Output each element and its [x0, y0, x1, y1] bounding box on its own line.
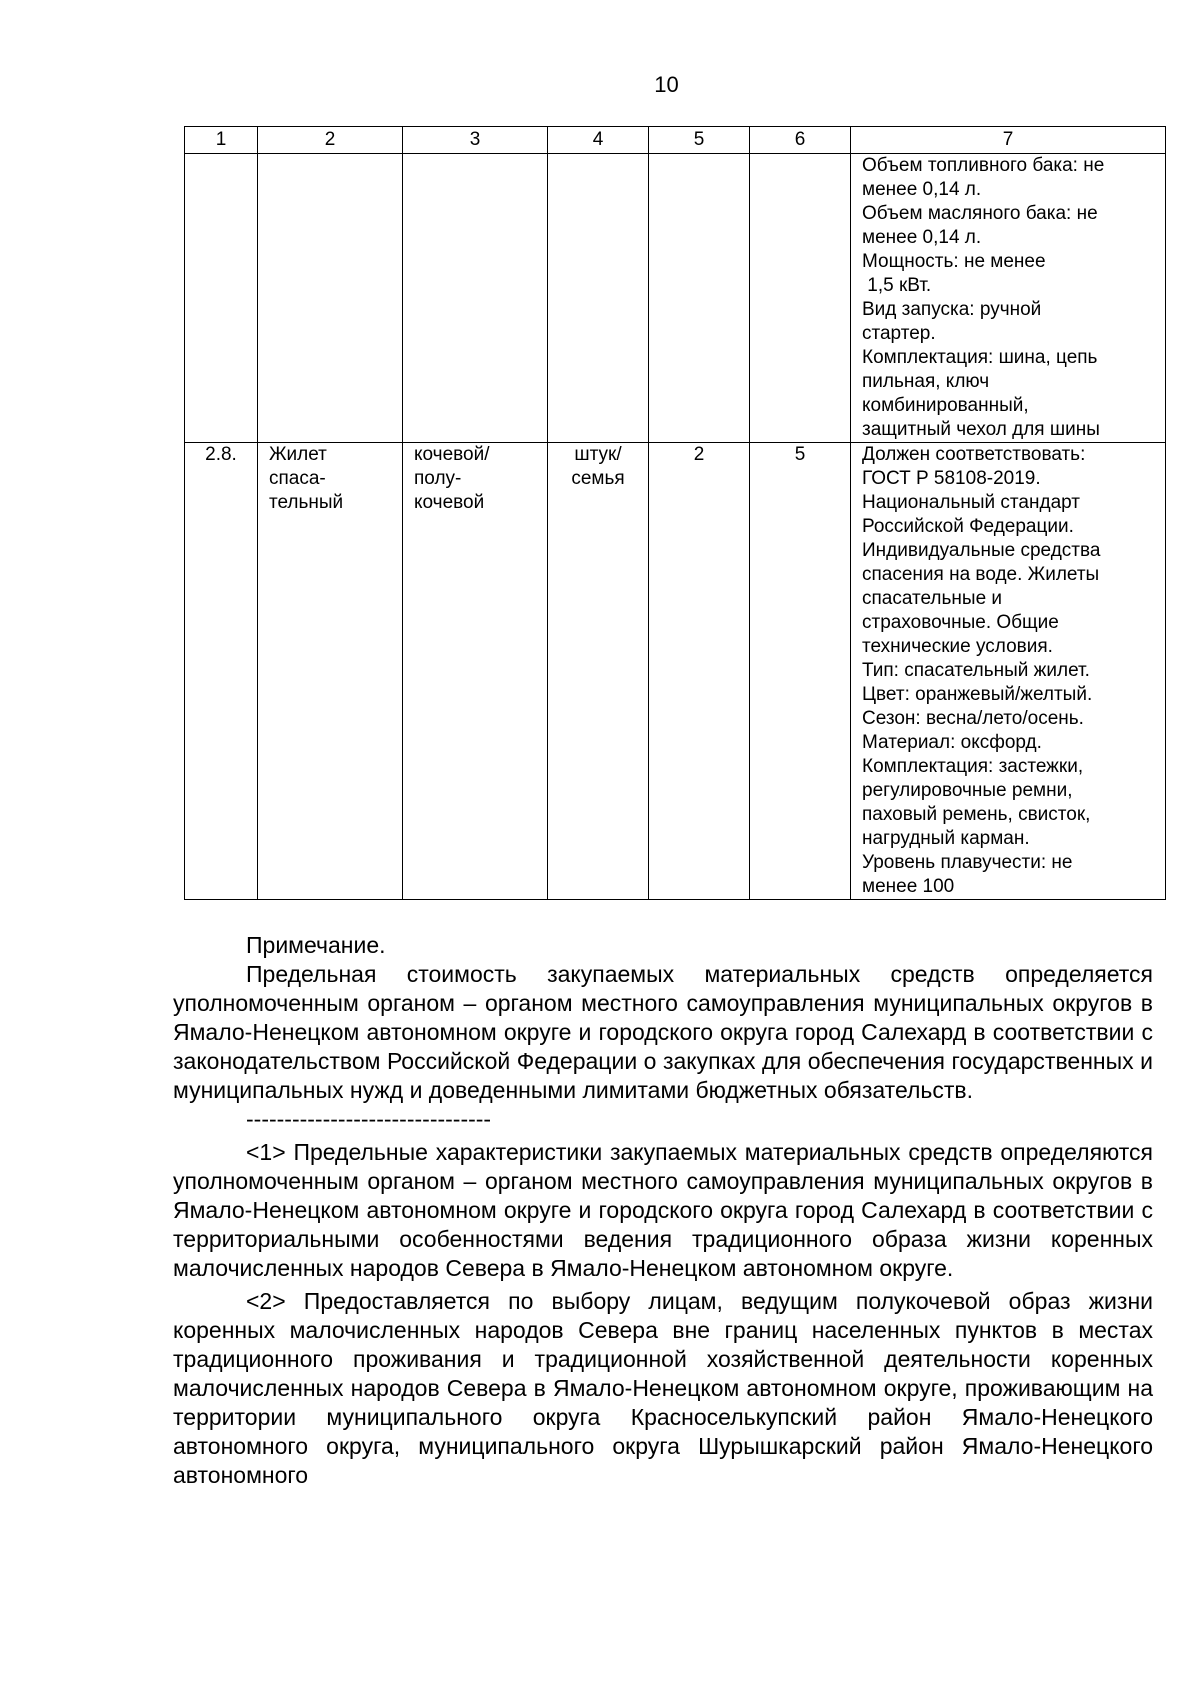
cell-line: Национальный стандарт: [862, 492, 1080, 513]
table-cell-empty: [185, 154, 258, 443]
cell-line: стартер.: [862, 323, 936, 344]
cell-line: ГОСТ Р 58108-2019.: [862, 468, 1041, 489]
cell-line: Мощность: не менее: [862, 251, 1046, 272]
cell-line: Цвет: оранжевый/желтый.: [862, 684, 1093, 705]
table-cell-empty: [258, 154, 403, 443]
table-row-2-8: [185, 443, 1166, 900]
cell-line: пильная, ключ: [862, 371, 990, 392]
cell-line: 1,5 кВт.: [862, 275, 932, 296]
cell-line: Объем топливного бака: не: [862, 155, 1105, 176]
notes-section: [173, 931, 1153, 1490]
cell-line: Комплектация: застежки,: [862, 756, 1084, 777]
specification-table: [184, 126, 1166, 900]
cell-line: кочевой/: [414, 444, 490, 465]
cell-line: спасения на воде. Жилеты: [862, 564, 1100, 585]
table-cell-empty: [403, 154, 548, 443]
cell-line: нагрудный карман.: [862, 828, 1030, 849]
table-cell-empty: [548, 154, 649, 443]
cell-line: спасательные и: [862, 588, 1003, 609]
cell-line: страховочные. Общие: [862, 612, 1059, 633]
unit-cell: [548, 443, 649, 900]
cell-line: кочевой: [414, 492, 485, 513]
page-number: 10: [654, 72, 679, 97]
cell-line: менее 100: [862, 876, 955, 897]
continued-spec-cell: [851, 154, 1166, 443]
cell-line: Индивидуальные средства: [862, 540, 1101, 561]
cell-line: штук/: [574, 444, 622, 465]
cell-line: Материал: оксфорд.: [862, 732, 1042, 753]
header-cell: 4: [548, 127, 649, 154]
cell-line: Комплектация: шина, цепь: [862, 347, 1098, 368]
cell-line: защитный чехол для шины: [862, 419, 1100, 440]
cell-line: Должен соответствовать:: [862, 444, 1086, 465]
notes-heading: Примечание.: [246, 932, 386, 958]
cell-line: Вид запуска: ручной: [862, 299, 1042, 320]
cell-line: полу-: [414, 468, 462, 489]
cell-line: менее 0,14 л.: [862, 179, 982, 200]
header-cell: 1: [185, 127, 258, 154]
header-cell: 2: [258, 127, 403, 154]
cell-line: менее 0,14 л.: [862, 227, 982, 248]
term-cell: 5: [750, 443, 851, 900]
cell-line: технические условия.: [862, 636, 1053, 657]
cell-line: паховый ремень, свисток,: [862, 804, 1091, 825]
cell-line: Объем масляного бака: не: [862, 203, 1098, 224]
cell-line: комбинированный,: [862, 395, 1029, 416]
category-cell: [403, 443, 548, 900]
footnote-separator: --------------------------------: [246, 1106, 492, 1132]
header-cell: 5: [649, 127, 750, 154]
header-cell: 7: [851, 127, 1166, 154]
cell-line: спаса-: [269, 468, 326, 489]
header-cell: 6: [750, 127, 851, 154]
table-cell-empty: [750, 154, 851, 443]
specification-cell: [851, 443, 1166, 900]
footnote-2: <2> Предоставляется по выбору лицам, ведущим полукочевой образ жизни коренных малочисленных народов Севера вне границ населенных пунктов в местах традиционного проживания и традиционной хозяйственной деятельности коренных малочисленных народов Севера в Ямало-Ненецком автономном округе, проживающим на территории муниципального округа Красноселькупский район Ямало-Ненецкого автономного округа, муниципального округа Шурышкарский район Ямало-Ненецкого автономного: [173, 1288, 1153, 1488]
cell-line: регулировочные ремни,: [862, 780, 1073, 801]
cell-line: Тип: спасательный жилет.: [862, 660, 1090, 681]
cell-line: Жилет: [269, 444, 327, 465]
cell-line: Уровень плавучести: не: [862, 852, 1073, 873]
header-cell: 3: [403, 127, 548, 154]
quantity-cell: 2: [649, 443, 750, 900]
notes-paragraph: Предельная стоимость закупаемых материальных средств определяется уполномоченным органом – органом местного самоуправления муниципальных округов в Ямало-Ненецком автономном округе и городского округа город Салехард в соответствии с законодательством Российской Федерации о закупках для обеспечения государственных и муниципальных нужд и доведенными лимитами бюджетных обязательств.: [173, 961, 1153, 1103]
row-number: 2.8.: [185, 443, 258, 900]
cell-line: семья: [571, 468, 625, 489]
cell-line: Сезон: весна/лето/осень.: [862, 708, 1084, 729]
item-name-cell: [258, 443, 403, 900]
table-row-continued: [185, 154, 1166, 443]
cell-line: тельный: [269, 492, 344, 513]
table-header-row: [185, 127, 1166, 154]
footnote-1: <1> Предельные характеристики закупаемых материальных средств определяются уполномоченным органом – органом местного самоуправления муниципальных округов в Ямало-Ненецком автономном округе и городского округа город Салехард в соответствии с территориальными особенностями ведения традиционного образа жизни коренных малочисленных народов Севера в Ямало-Ненецком автономном округе.: [173, 1139, 1153, 1281]
table-cell-empty: [649, 154, 750, 443]
cell-line: Российской Федерации.: [862, 516, 1074, 537]
